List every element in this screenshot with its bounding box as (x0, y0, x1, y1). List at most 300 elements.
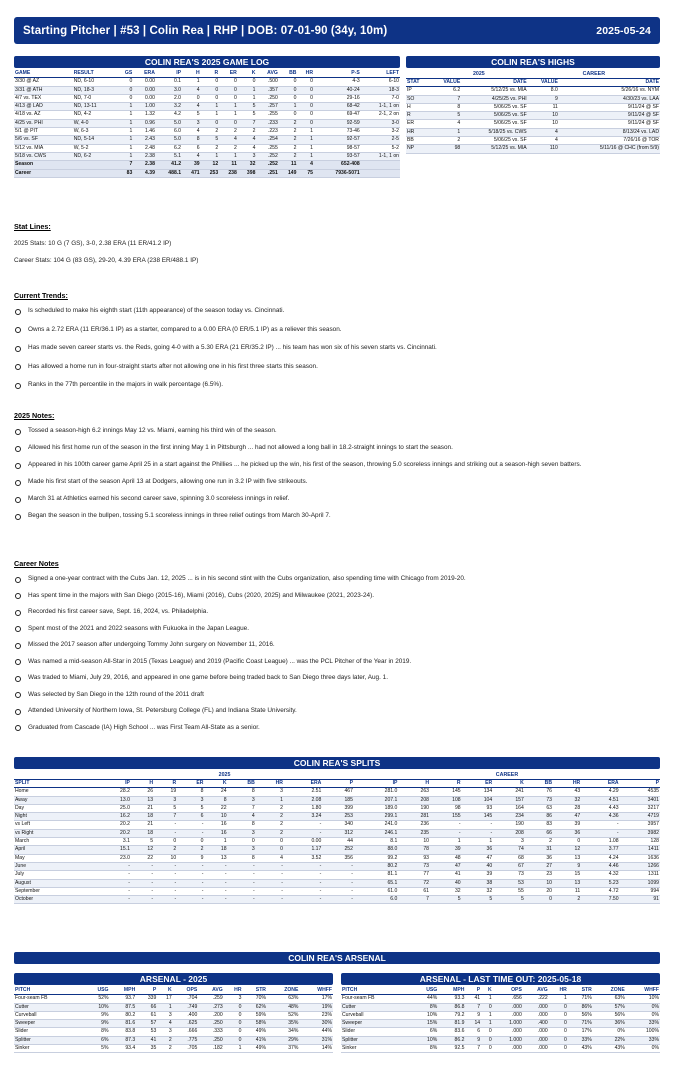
table-cell: 1 (462, 838, 494, 846)
table-cell: 8 (204, 796, 227, 804)
table-cell: 2 (430, 137, 461, 145)
table-cell: - (154, 887, 177, 895)
arsenal-title: COLIN REA'S ARSENAL (14, 952, 660, 964)
table-cell: 9 (553, 862, 581, 870)
column-header: IP (156, 70, 182, 78)
table-cell: 10 (528, 120, 559, 128)
game-log-row (14, 86, 400, 94)
table-cell: 6% (412, 1028, 439, 1036)
table-cell: .182 (198, 1045, 223, 1053)
table-cell: 0% (626, 1045, 660, 1053)
table-cell: 92.5 (438, 1045, 465, 1053)
column-header: BB (228, 780, 256, 788)
table-cell: 3401 (620, 796, 660, 804)
table-cell: 8 (228, 788, 256, 796)
table-cell: 0 (224, 1011, 243, 1019)
table-cell: - (204, 879, 227, 887)
arsenal-row (14, 1036, 333, 1044)
table-cell: 1 (481, 995, 493, 1003)
table-cell: 2-1, 2 on (361, 111, 400, 119)
table-cell: 30% (299, 1020, 333, 1028)
table-cell: 340 (322, 821, 354, 829)
table-cell: 87.3 (110, 1036, 137, 1044)
table-cell: 3 (154, 796, 177, 804)
table-cell: 4.29 (581, 788, 619, 796)
table-cell: 2 (154, 846, 177, 854)
table-cell: 80.2 (110, 1011, 137, 1019)
table-cell: - (322, 862, 354, 870)
career-notes-section (14, 559, 660, 740)
arsenal-row (341, 1003, 660, 1011)
table-cell: 1.80 (284, 804, 322, 812)
table-cell: 66 (525, 829, 553, 837)
column-header: IP (354, 780, 398, 788)
table-cell: 72 (398, 879, 430, 887)
bullet-item: Missed the 2017 season after undergoing Tommy John surgery on November 11, 2016. (14, 641, 660, 649)
table-cell: 7.50 (581, 896, 619, 904)
table-cell: 9 (528, 95, 559, 103)
column-header: H (182, 70, 201, 78)
bullet-item: Appeared in his 100th career game April 25 in a start against the Phillies ... he picked up the win, his first of the season, throwing 5.0 scoreless innings and striking out a season-high seven batters. (14, 461, 660, 469)
table-cell: 4.51 (581, 796, 619, 804)
table-cell: - (131, 887, 154, 895)
table-cell: 18 (131, 829, 154, 837)
table-cell: 3.2 (156, 103, 182, 111)
table-cell: 110 (528, 145, 559, 153)
table-cell: 9% (83, 1020, 109, 1028)
table-cell: - (581, 829, 619, 837)
table-cell: 2 (157, 1045, 172, 1053)
table-cell: .255 (256, 111, 278, 119)
table-cell: 35% (267, 1020, 299, 1028)
table-cell: 33% (626, 1036, 660, 1044)
table-cell: 5 (177, 804, 204, 812)
column-header: HR (256, 780, 284, 788)
table-cell: 4 (528, 128, 559, 136)
table-cell: 1 (238, 94, 257, 102)
table-cell: 13 (204, 854, 227, 862)
table-cell: 12 (131, 846, 154, 854)
table-cell: 36 (462, 846, 494, 854)
table-cell: 0 (549, 1020, 568, 1028)
column-header: SPLIT (14, 780, 95, 788)
table-cell (73, 161, 117, 169)
table-cell: 8.0 (528, 87, 559, 95)
table-cell: 17% (568, 1028, 593, 1036)
arsenal-row (14, 1003, 333, 1011)
table-cell: September (14, 887, 95, 895)
table-cell: - (131, 879, 154, 887)
column-header: AVG (198, 987, 223, 995)
table-cell: 5/11/16 @ CHC (from 5/9) (559, 145, 660, 153)
header-date: 2025-05-24 (596, 24, 651, 37)
arsenal-row (14, 995, 333, 1003)
table-cell: 399 (322, 804, 354, 812)
stat-line-2025: 2025 Stats: 10 G (7 GS), 3-0, 2.38 ERA (11 ER/41.2 IP) (14, 240, 172, 247)
table-cell: - (154, 829, 177, 837)
table-cell: 32 (462, 887, 494, 895)
column-header: K (157, 987, 172, 995)
table-cell: .000 (493, 1028, 523, 1036)
table-cell: 8 (177, 788, 204, 796)
table-cell: 39 (553, 821, 581, 829)
bullet-item: Recorded his first career save, Sept. 16, 2024, vs. Philadelphia. (14, 608, 660, 616)
table-cell: 0 (224, 1028, 243, 1036)
table-cell: 4 (219, 136, 238, 144)
column-header: HR (553, 780, 581, 788)
table-cell: 3 (182, 119, 201, 127)
table-cell: 12 (201, 161, 220, 169)
table-cell: 41 (465, 995, 481, 1003)
table-cell: .000 (493, 1011, 523, 1019)
table-cell: 92-59 (314, 119, 361, 127)
table-cell: 1.08 (581, 838, 619, 846)
table-cell: Four-seam FB (341, 995, 412, 1003)
bullet-item: Was selected by San Diego in the 12th round of the 2011 draft (14, 691, 660, 699)
column-header: OPS (173, 987, 199, 995)
table-cell: - (228, 871, 256, 879)
table-cell: - (322, 879, 354, 887)
table-cell: 28 (553, 804, 581, 812)
table-cell: 0 (201, 119, 220, 127)
splits-row (14, 871, 660, 879)
table-cell: - (177, 829, 204, 837)
table-cell: 5 (462, 896, 494, 904)
table-cell: Sinker (14, 1045, 83, 1053)
table-cell: August (14, 879, 95, 887)
table-cell: 241.0 (354, 821, 398, 829)
table-cell: Slider (14, 1028, 83, 1036)
table-cell: 10% (412, 1011, 439, 1019)
table-cell: W, 5-2 (73, 144, 117, 152)
table-cell: 1 (117, 111, 134, 119)
table-cell: H (406, 103, 430, 111)
table-cell: 21 (131, 821, 154, 829)
table-cell: Away (14, 796, 95, 804)
arsenal-row (14, 1020, 333, 1028)
table-cell: - (284, 829, 322, 837)
table-cell: 0 (297, 78, 314, 86)
table-cell: 2 (256, 813, 284, 821)
table-cell: .000 (523, 1011, 549, 1019)
table-cell: 16 (204, 829, 227, 837)
table-cell: 5-2 (361, 144, 400, 152)
table-cell: - (177, 896, 204, 904)
table-cell: 0 (182, 94, 201, 102)
column-header: P (136, 987, 157, 995)
table-cell: 1 (201, 152, 220, 160)
table-cell: 1 (549, 995, 568, 1003)
table-cell: - (322, 896, 354, 904)
table-cell: 5 (131, 838, 154, 846)
splits-row (14, 788, 660, 796)
table-cell: 263 (398, 788, 430, 796)
table-cell: 4719 (620, 813, 660, 821)
column-header: ZONE (593, 987, 626, 995)
table-cell: 4 (430, 120, 461, 128)
table-cell: 1 (430, 128, 461, 136)
table-cell: 57% (593, 1003, 626, 1011)
table-cell: 32 (553, 796, 581, 804)
table-cell: 0 (224, 1036, 243, 1044)
career-notes-heading: Career Notes (14, 559, 59, 568)
table-cell: 1 (297, 144, 314, 152)
table-cell: 40 (430, 879, 462, 887)
table-cell: 26 (131, 788, 154, 796)
table-cell: 4 (297, 161, 314, 169)
arsenal-row (341, 1020, 660, 1028)
table-cell: 32 (430, 887, 462, 895)
table-cell: 100% (626, 1028, 660, 1036)
column-header: K (481, 987, 493, 995)
game-log-row (14, 136, 400, 144)
stat-lines-section (14, 222, 660, 265)
table-cell: 49% (243, 1028, 267, 1036)
bullet-item: March 31 at Athletics earned his second career save, spinning 3.0 scoreless innings in relief. (14, 495, 660, 503)
table-cell: 467 (322, 788, 354, 796)
table-cell: 1 (297, 136, 314, 144)
table-cell: 1 (430, 838, 462, 846)
season-total-row (14, 161, 400, 169)
table-cell: Curveball (341, 1011, 412, 1019)
table-cell: 52% (267, 1011, 299, 1019)
table-cell: 1 (224, 1045, 243, 1053)
table-cell: .250 (198, 1020, 223, 1028)
table-cell: 29% (267, 1036, 299, 1044)
table-cell: - (284, 821, 322, 829)
table-cell: 145 (430, 788, 462, 796)
table-cell: - (95, 862, 131, 870)
table-cell: 55 (493, 887, 525, 895)
splits-row (14, 896, 660, 904)
table-cell: 235 (398, 829, 430, 837)
table-cell: - (177, 879, 204, 887)
table-cell: SO (406, 95, 430, 103)
game-log-row (14, 144, 400, 152)
table-cell: 3/30 @ AZ (14, 78, 73, 86)
table-cell: 2 (279, 136, 298, 144)
table-cell: Curveball (14, 1011, 83, 1019)
table-cell: 10 (154, 854, 177, 862)
column-header: BB (525, 780, 553, 788)
table-cell: 53 (493, 879, 525, 887)
table-cell: 7 (154, 813, 177, 821)
table-cell: 68 (493, 854, 525, 862)
table-cell: 5 (238, 111, 257, 119)
table-cell: 0 (279, 86, 298, 94)
table-cell: 6 (465, 1028, 481, 1036)
table-cell: 92-57 (314, 136, 361, 144)
table-cell: - (177, 871, 204, 879)
table-cell: 1 (481, 1020, 493, 1028)
table-cell: 7 (228, 804, 256, 812)
table-cell: 23.0 (95, 854, 131, 862)
table-cell: 36 (553, 829, 581, 837)
splits-row (14, 838, 660, 846)
table-cell: 8% (83, 1028, 109, 1036)
splits-row (14, 829, 660, 837)
table-cell: 2.51 (284, 788, 322, 796)
table-cell: - (154, 821, 177, 829)
column-header: STAT (406, 79, 430, 87)
table-cell: 98 (430, 804, 462, 812)
column-header: DATE (461, 79, 527, 87)
table-cell: ND, 13-11 (73, 103, 117, 111)
table-cell: 4/30/23 vs. LAA (559, 95, 660, 103)
table-cell: 0 (219, 86, 238, 94)
table-cell: 20.2 (95, 829, 131, 837)
table-cell: 8 (228, 821, 256, 829)
table-cell: 15.1 (95, 846, 131, 854)
table-cell: 24 (204, 788, 227, 796)
table-cell: 3.0 (156, 86, 182, 94)
table-cell: 47 (553, 813, 581, 821)
table-cell: - (177, 862, 204, 870)
column-header: P (322, 780, 354, 788)
table-cell: 8 (182, 136, 201, 144)
table-cell: 252 (322, 846, 354, 854)
table-cell: 29-16 (314, 94, 361, 102)
table-cell: 8 (228, 854, 256, 862)
table-cell: 1 (117, 152, 134, 160)
table-cell: 1.000 (493, 1036, 523, 1044)
table-cell: - (95, 871, 131, 879)
column-header: IP (95, 780, 131, 788)
game-log-row (14, 111, 400, 119)
column-header: AVG (256, 70, 278, 78)
table-cell: Night (14, 813, 95, 821)
table-cell: 4 (238, 136, 257, 144)
game-log-row (14, 128, 400, 136)
table-cell: 93 (462, 804, 494, 812)
table-cell: 4.39 (133, 169, 156, 177)
table-cell: 93.3 (438, 995, 465, 1003)
table-cell: 104 (462, 796, 494, 804)
table-cell: 18-3 (361, 86, 400, 94)
career-total-row (14, 169, 400, 177)
table-cell: 47 (430, 862, 462, 870)
table-cell: 70% (243, 995, 267, 1003)
highs-row (406, 87, 660, 95)
table-cell: 0 (117, 78, 134, 86)
table-cell: 253 (322, 813, 354, 821)
table-cell: 4 (157, 1020, 172, 1028)
table-cell: - (256, 896, 284, 904)
table-cell: 0 (201, 94, 220, 102)
table-cell: 994 (620, 887, 660, 895)
table-cell: 16.2 (95, 813, 131, 821)
table-cell: 31 (525, 846, 553, 854)
table-cell: 5/06/25 vs. SF (461, 112, 527, 120)
table-cell: 5 (430, 112, 461, 120)
table-cell: 17 (157, 995, 172, 1003)
table-cell: 339 (136, 995, 157, 1003)
table-cell: 7 (430, 95, 461, 103)
table-cell: 2 (256, 829, 284, 837)
table-cell: 57 (136, 1020, 157, 1028)
table-cell: 98 (430, 145, 461, 153)
table-cell: 652-408 (314, 161, 361, 169)
table-cell: 3.24 (284, 813, 322, 821)
table-cell: 0 (117, 86, 134, 94)
table-cell: 52% (83, 995, 109, 1003)
table-cell: .400 (523, 1020, 549, 1028)
table-cell: 9/11/24 @ SF (559, 112, 660, 120)
table-cell: 0.96 (133, 119, 156, 127)
table-cell: 61 (398, 887, 430, 895)
table-cell: Sweeper (341, 1020, 412, 1028)
arsenal-last-title: ARSENAL - LAST TIME OUT: 2025-05-18 (341, 973, 660, 985)
table-cell: 3217 (620, 804, 660, 812)
table-cell: 10 (204, 813, 227, 821)
table-cell: .251 (256, 169, 278, 177)
table-cell: 1 (297, 128, 314, 136)
game-log-row (14, 78, 400, 86)
table-cell: - (256, 879, 284, 887)
table-cell: - (284, 896, 322, 904)
bullet-item: Signed a one-year contract with the Cubs Jan. 12, 2025 ... is in his second stint with the Cubs organization, also spending time with Chicago from 2019-20. (14, 575, 660, 583)
table-cell: 3/31 @ ATH (14, 86, 73, 94)
table-cell: 1636 (620, 854, 660, 862)
column-header: R (430, 780, 462, 788)
stat-line-career: Career Stats: 104 G (83 GS), 29-20, 4.39 ERA (238 ER/488.1 IP) (14, 257, 199, 264)
table-cell: 93 (398, 854, 430, 862)
table-cell: 13 (553, 879, 581, 887)
table-cell: 1 (201, 111, 220, 119)
table-cell: 3-2 (361, 128, 400, 136)
table-cell: 471 (182, 169, 201, 177)
table-cell: 65.1 (354, 879, 398, 887)
table-cell: 4.72 (581, 887, 619, 895)
table-cell: 2 (279, 152, 298, 160)
table-cell: 0% (626, 1011, 660, 1019)
game-log-row (14, 103, 400, 111)
highs-table (406, 70, 660, 154)
bullet-item: Allowed his first home run of the season in the first inning May 1 in Pittsburgh ... had not allowed a long ball in 18.2-straight innings to start the season. (14, 444, 660, 452)
table-cell: 43 (553, 788, 581, 796)
table-cell: 1 (117, 128, 134, 136)
table-cell: 0 (201, 78, 220, 86)
bullet-item: Was traded to Miami, July 29, 2016, and appeared in one game before being traded back to San Diego three days later, Aug. 1. (14, 674, 660, 682)
table-cell: 4/7 vs. TEX (14, 94, 73, 102)
column-header: ER (462, 780, 494, 788)
table-cell: 75 (297, 169, 314, 177)
arsenal-row (14, 1028, 333, 1036)
table-cell: 2-5 (361, 136, 400, 144)
table-cell: 189.0 (354, 804, 398, 812)
table-cell: 88.0 (354, 846, 398, 854)
table-cell: .257 (256, 103, 278, 111)
table-cell: 40-24 (314, 86, 361, 94)
table-cell: .705 (173, 1045, 199, 1053)
table-cell: 41% (243, 1036, 267, 1044)
table-cell: 1266 (620, 862, 660, 870)
splits-row (14, 796, 660, 804)
table-cell: 49% (243, 1045, 267, 1053)
table-cell: 0.00 (284, 838, 322, 846)
column-header: USG (412, 987, 439, 995)
table-cell: 39 (182, 161, 201, 169)
table-cell: 236 (398, 821, 430, 829)
table-cell: 21 (131, 804, 154, 812)
arsenal-row (341, 1045, 660, 1053)
table-cell: 5% (83, 1045, 109, 1053)
table-cell: April (14, 846, 95, 854)
notes-2025-section (14, 411, 660, 529)
table-cell: 157 (493, 796, 525, 804)
bullet-item: Owns a 2.72 ERA (11 ER/36.1 IP) as a starter, compared to a 0.00 ERA (0 ER/5.1 IP) as a reliever this season. (14, 326, 660, 334)
current-trends-heading: Current Trends: (14, 291, 68, 300)
